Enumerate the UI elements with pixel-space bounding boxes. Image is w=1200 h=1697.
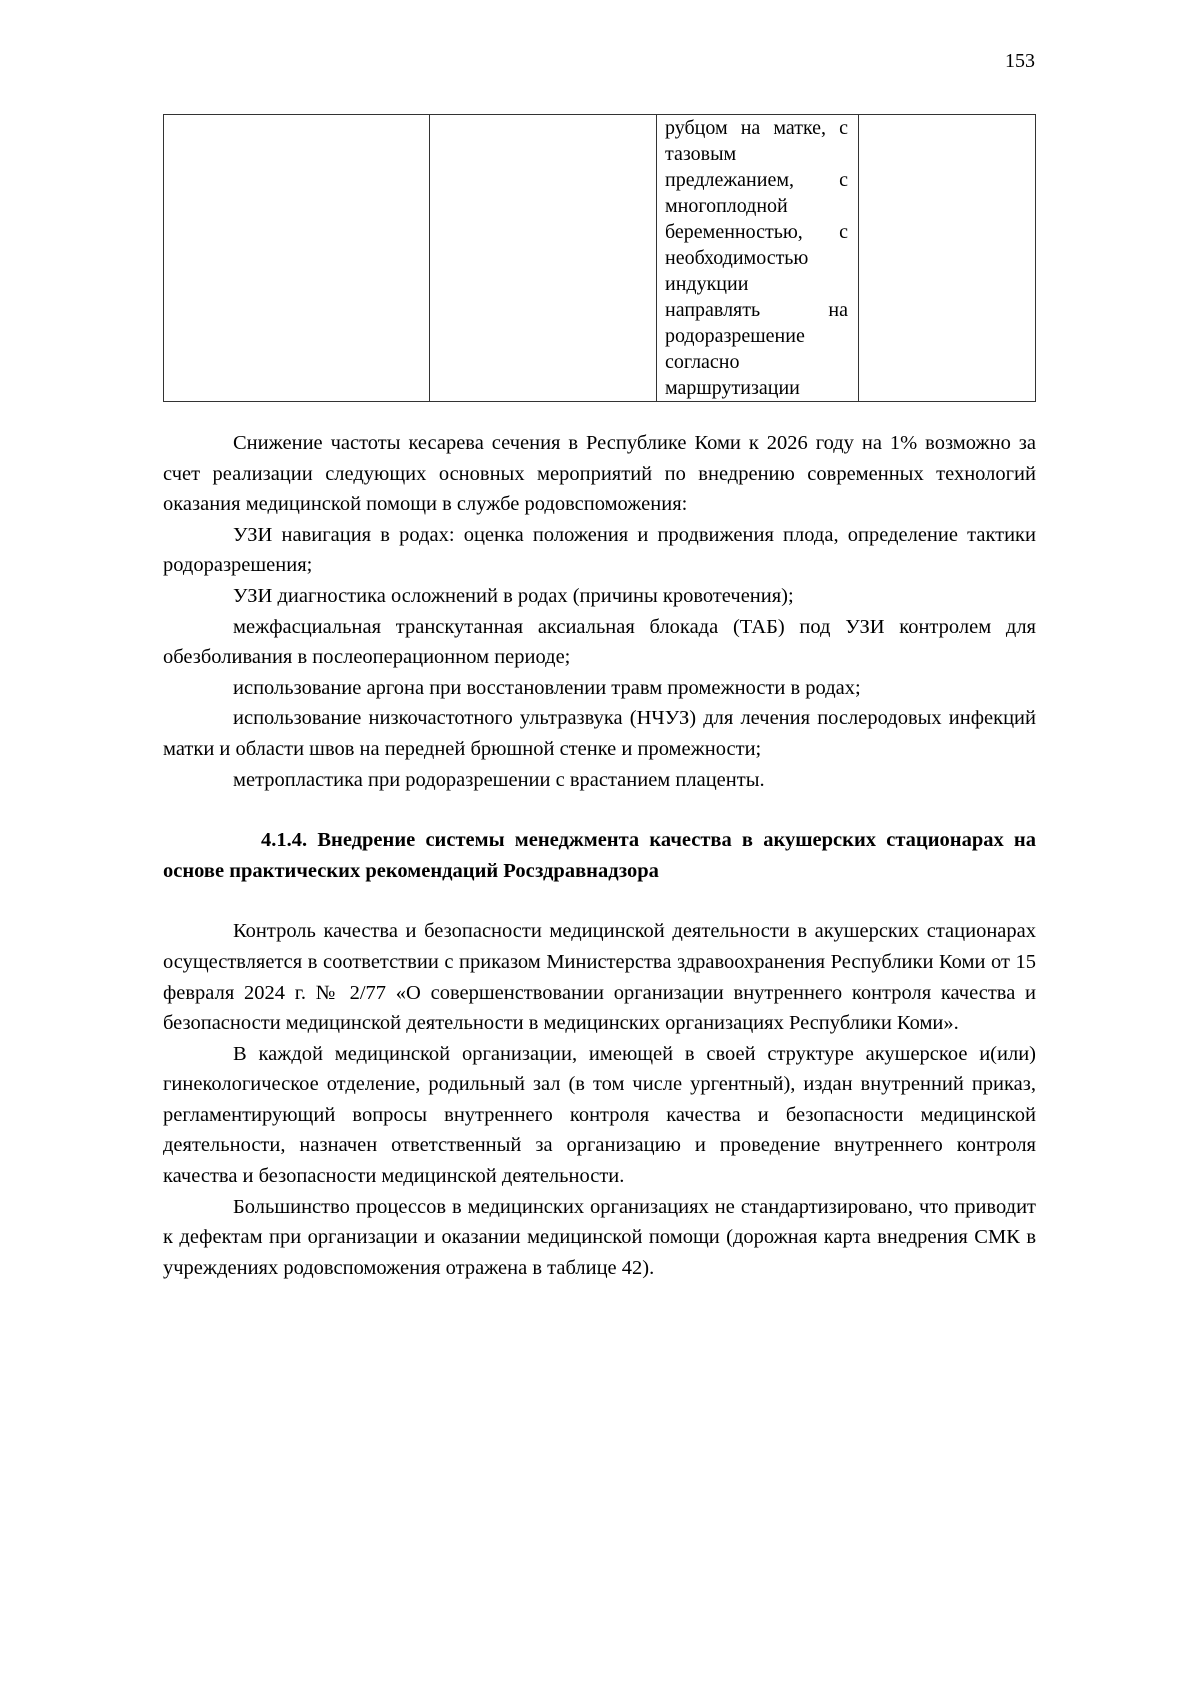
- cell-line: рубцом на матке, с: [665, 117, 848, 139]
- paragraph: УЗИ диагностика осложнений в родах (причины кровотечения);: [233, 584, 794, 607]
- table-continuation: [163, 114, 1036, 402]
- section-heading: 4.1.4. Внедрение системы менеджмента качества в акушерских стационарах на основе практических рекомендаций Росздравнадзора: [163, 829, 1036, 882]
- paragraph: Снижение частоты кесарева сечения в Республике Коми к 2026 году на 1% возможно за счет реализации следующих основных мероприятий по внедрению современных технологий оказания медицинской помощи в службе родовспоможения:: [163, 432, 1036, 516]
- cell-line: тазовым: [665, 143, 737, 165]
- cell-line: необходимостью: [665, 247, 809, 269]
- cell-line: индукции: [665, 273, 749, 295]
- cell-line: согласно: [665, 351, 740, 373]
- table-cell: [164, 115, 430, 402]
- cell-line: направлять на: [665, 299, 848, 321]
- paragraph: В каждой медицинской организации, имеющей в своей структуре акушерское и(или) гинекологическое отделение, родильный зал (в том числе ургентный), издан внутренний приказ, регламентирующий вопросы внутреннего контроля качества и безопасности медицинской деятельности, назначен ответственный за организацию и проведение внутреннего контроля качества и безопасности медицинской деятельности.: [163, 1042, 1036, 1188]
- cell-line: предлежанием, с: [665, 169, 848, 191]
- paragraph: использование аргона при восстановлении травм промежности в родах;: [233, 676, 861, 699]
- table-cell-text: [657, 115, 859, 402]
- cell-line: многоплодной: [665, 195, 788, 217]
- table-cell: [430, 115, 657, 402]
- page-number: 153: [1005, 50, 1035, 72]
- paragraph: Большинство процессов в медицинских организациях не стандартизировано, что приводит к дефектам при организации и оказании медицинской помощи (дорожная карта внедрения СМК в учреждениях родовспоможения отражена в таблице 42).: [163, 1195, 1036, 1279]
- cell-line: маршрутизации: [665, 377, 800, 399]
- paragraph: УЗИ навигация в родах: оценка положения и продвижения плода, определение тактики родоразрешения;: [163, 523, 1036, 577]
- paragraph: использование низкочастотного ультразвука (НЧУЗ) для лечения послеродовых инфекций матки и области швов на передней брюшной стенке и промежности;: [163, 707, 1036, 760]
- document-body: [163, 428, 1036, 1283]
- paragraph: межфасциальная транскутанная аксиальная блокада (ТАБ) под УЗИ контролем для обезболивания в послеоперационном периоде;: [163, 615, 1036, 669]
- paragraph: Контроль качества и безопасности медицинской деятельности в акушерских стационарах осуществляется в соответствии с приказом Министерства здравоохранения Республики Коми от 15 февраля 2024 г. № 2/77 «О совершенствовании организации внутреннего контроля качества и безопасности медицинской деятельности в медицинских организациях Республики Коми».: [163, 920, 1036, 1035]
- table-cell: [859, 115, 1036, 402]
- section-text: [163, 916, 1036, 1283]
- section-text: [163, 428, 1036, 795]
- cell-line: родоразрешение: [665, 325, 805, 347]
- paragraph: метропластика при родоразрешении с врастанием плаценты.: [233, 768, 765, 791]
- table-row: [164, 115, 1036, 402]
- cell-line: беременностью, с: [665, 221, 848, 243]
